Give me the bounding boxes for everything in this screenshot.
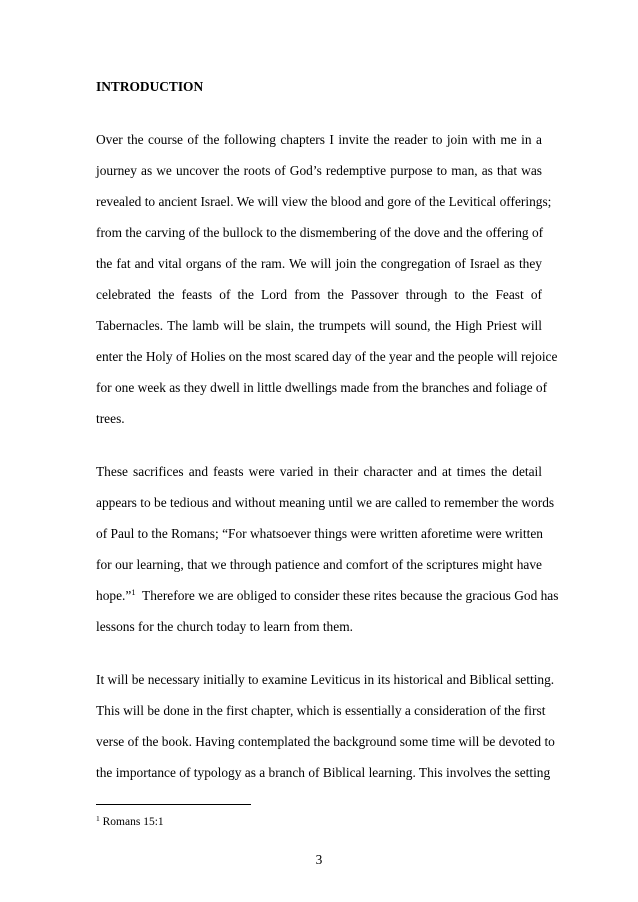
footnote-text: Romans 15:1 (99, 816, 164, 828)
paragraph-1-line-7: Tabernacles. The lamb will be slain, the trumpets will sound, the High Priest will (96, 318, 542, 333)
paragraph-1-line-3: revealed to ancient Israel. We will view the blood and gore of the Levitical offerings; (96, 194, 552, 209)
paragraph-2-line-5 (96, 587, 559, 605)
footnote-reference[interactable]: 1 (131, 587, 136, 597)
quote-end-text: hope.” (96, 588, 132, 603)
paragraph-1-line-4: from the carving of the bullock to the dismembering of the dove and the offering of (96, 225, 544, 240)
paragraph-1-line-1: Over the course of the following chapters I invite the reader to join with me in a (96, 132, 542, 147)
paragraph-1-line-2: journey as we uncover the roots of God’s redemptive purpose to man, as that was (96, 163, 542, 178)
paragraph-2-line-6: lessons for the church today to learn from them. (96, 619, 353, 634)
paragraph-3-line-4: the importance of typology as a branch of Biblical learning. This involves the setting (96, 765, 551, 780)
paragraph-1-line-10: trees. (96, 411, 125, 426)
paragraph-1-line-6: celebrated the feasts of the Lord from the Passover through to the Feast of (96, 287, 542, 302)
paragraph-3-line-2: This will be done in the first chapter, which is essentially a consideration of the first (96, 703, 546, 718)
section-heading: INTRODUCTION (96, 79, 204, 94)
page-number: 3 (315, 852, 323, 867)
paragraph-2-line-1: These sacrifices and feasts were varied in their character and at times the detail (96, 464, 542, 479)
footnote-marker: 1 (96, 814, 100, 823)
line-continuation-text: Therefore we are obliged to consider these rites because the gracious God has (135, 588, 559, 603)
footnote (96, 815, 164, 829)
paragraph-2-line-2: appears to be tedious and without meaning until we are called to remember the words (96, 495, 555, 510)
paragraph-1-line-9: for one week as they dwell in little dwellings made from the branches and foliage of (96, 380, 548, 395)
footnote-divider (96, 804, 251, 805)
paragraph-1-line-8: enter the Holy of Holies on the most scared day of the year and the people will rejoice (96, 349, 558, 364)
paragraph-2-line-4: for our learning, that we through patience and comfort of the scriptures might have (96, 557, 542, 572)
paragraph-2-line-3: of Paul to the Romans; “For whatsoever things were written aforetime were written (96, 526, 543, 541)
paragraph-3-line-1: It will be necessary initially to examine Leviticus in its historical and Biblical setting. (96, 672, 555, 687)
paragraph-1-line-5: the fat and vital organs of the ram. We will join the congregation of Israel as they (96, 256, 542, 271)
paragraph-3-line-3: verse of the book. Having contemplated the background some time will be devoted to (96, 734, 555, 749)
